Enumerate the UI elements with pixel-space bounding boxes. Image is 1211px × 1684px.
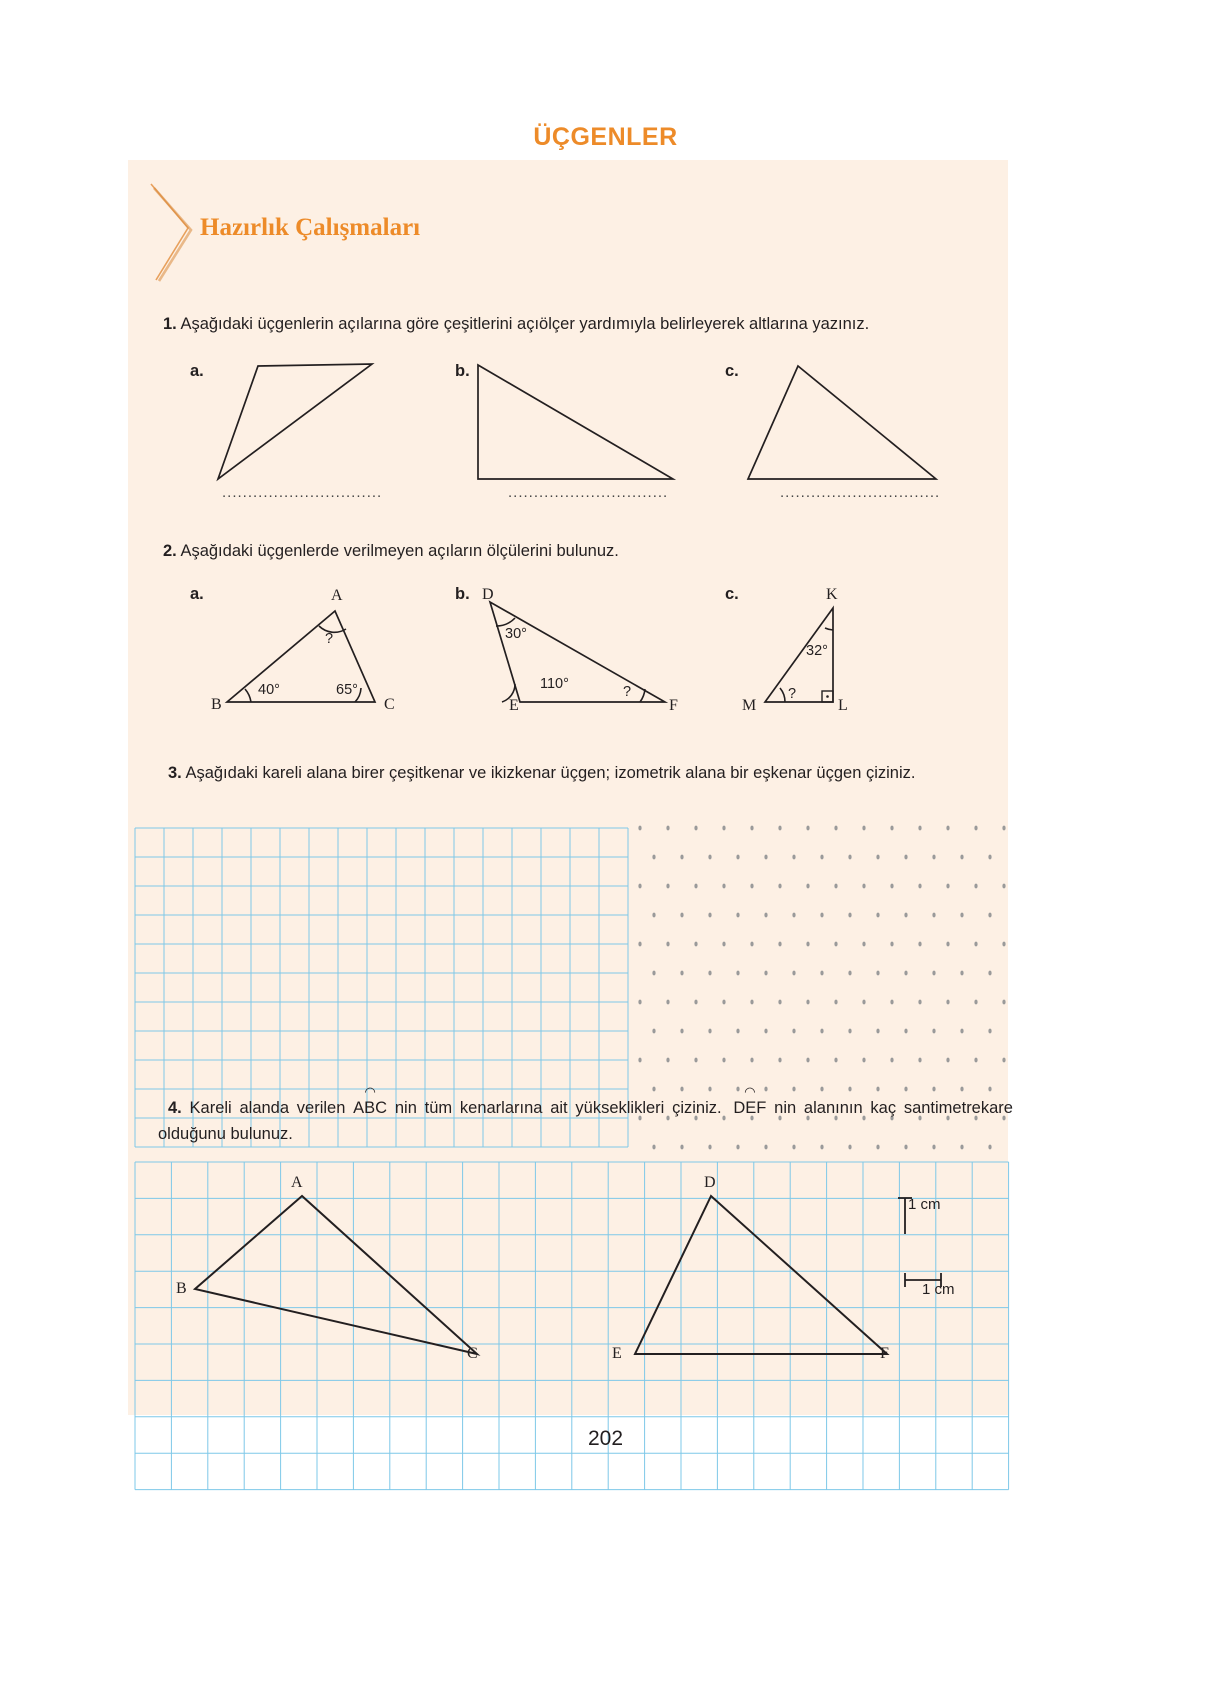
- question-1: [163, 311, 1003, 337]
- q1-answer-line-c[interactable]: ...............................: [780, 484, 941, 501]
- q2b-vertex-F: F: [669, 697, 678, 714]
- q2b-vertex-E: E: [509, 697, 519, 714]
- q2a-angle-A: ?: [325, 631, 334, 647]
- q2b-vertex-D: D: [482, 586, 494, 603]
- q4-scale-vertical-label: 1 cm: [908, 1196, 941, 1213]
- page-number: 202: [587, 1427, 624, 1450]
- chevron-right-icon: [148, 182, 208, 282]
- q2-item-a-label: a.: [190, 585, 204, 603]
- q2c-angle-K: 32°: [806, 643, 828, 659]
- q2a-angle-C: 65°: [336, 682, 358, 698]
- q4-vertex-F: F: [880, 1345, 889, 1362]
- q4-scale-horizontal-label: 1 cm: [922, 1281, 955, 1298]
- unit-title: ÜÇGENLER: [533, 123, 678, 151]
- q1-triangle-b: [470, 355, 690, 490]
- q1-item-b-label: b.: [455, 362, 470, 380]
- question-4-text-after: nin alanının kaç santimetrekare olduğunu bulunuz.: [158, 1099, 1013, 1143]
- question-4: [158, 1084, 1013, 1147]
- question-2-number: 2.: [163, 542, 177, 560]
- q4-triangles-overlay: [135, 1162, 1008, 1392]
- q4-vertex-E: E: [612, 1345, 622, 1362]
- q1-answer-line-a[interactable]: ...............................: [222, 484, 383, 501]
- question-2: [163, 538, 1003, 564]
- q2a-vertex-A: A: [331, 587, 343, 604]
- q2c-vertex-K: K: [826, 586, 838, 603]
- question-4-text-before: Kareli alanda verilen: [189, 1099, 346, 1117]
- q2-item-b-label: b.: [455, 585, 470, 603]
- q2b-angle-E: 110°: [540, 676, 569, 692]
- question-3-text: Aşağıdaki kareli alana birer çeşitkenar ve ikizkenar üçgen; izometrik alana bir eşkenar üçgen çiziniz.: [185, 764, 916, 782]
- question-3: [158, 760, 1008, 786]
- question-1-text: Aşağıdaki üçgenlerin açılarına göre çeşitlerini açıölçer yardımıyla belirleyerek altlarına yazınız.: [180, 315, 870, 333]
- q2c-vertex-L: L: [838, 697, 848, 714]
- q2b-angle-F: ?: [623, 684, 632, 700]
- question-4-number: 4.: [168, 1099, 182, 1117]
- question-2-text: Aşağıdaki üçgenlerde verilmeyen açıların ölçülerini bulunuz.: [180, 542, 619, 560]
- q2b-angle-D: 30°: [505, 626, 527, 642]
- q4-vertex-C: C: [467, 1345, 478, 1362]
- q1-answer-line-b[interactable]: ...............................: [508, 484, 669, 501]
- q2c-angle-M: ?: [788, 686, 797, 702]
- q4-triangle-notation-def: ◜◝ DEF: [733, 1084, 767, 1117]
- q2c-vertex-M: M: [742, 697, 757, 714]
- q4-vertex-D: D: [704, 1174, 716, 1191]
- q2a-vertex-C: C: [384, 696, 395, 713]
- question-3-number: 3.: [168, 764, 182, 782]
- question-1-number: 1.: [163, 315, 177, 333]
- q1-item-a-label: a.: [190, 362, 204, 380]
- q2a-angle-B: 40°: [258, 682, 280, 698]
- q1-triangle-c: [740, 355, 950, 490]
- q4-vertex-A: A: [291, 1174, 303, 1191]
- section-title: Hazırlık Çalışmaları: [200, 214, 421, 241]
- q4-triangle-notation-abc: ◜◝ ABC: [353, 1084, 388, 1117]
- q2-item-c-label: c.: [725, 585, 739, 603]
- q4-vertex-B: B: [176, 1280, 187, 1297]
- q1-triangle-a: [200, 355, 410, 490]
- question-4-text-middle: nin tüm kenarlarına ait yükseklikleri çiziniz.: [394, 1099, 722, 1117]
- q2-triangle-b: [480, 590, 680, 714]
- q2-triangle-a: [215, 596, 395, 714]
- q2a-vertex-B: B: [211, 696, 222, 713]
- q1-item-c-label: c.: [725, 362, 739, 380]
